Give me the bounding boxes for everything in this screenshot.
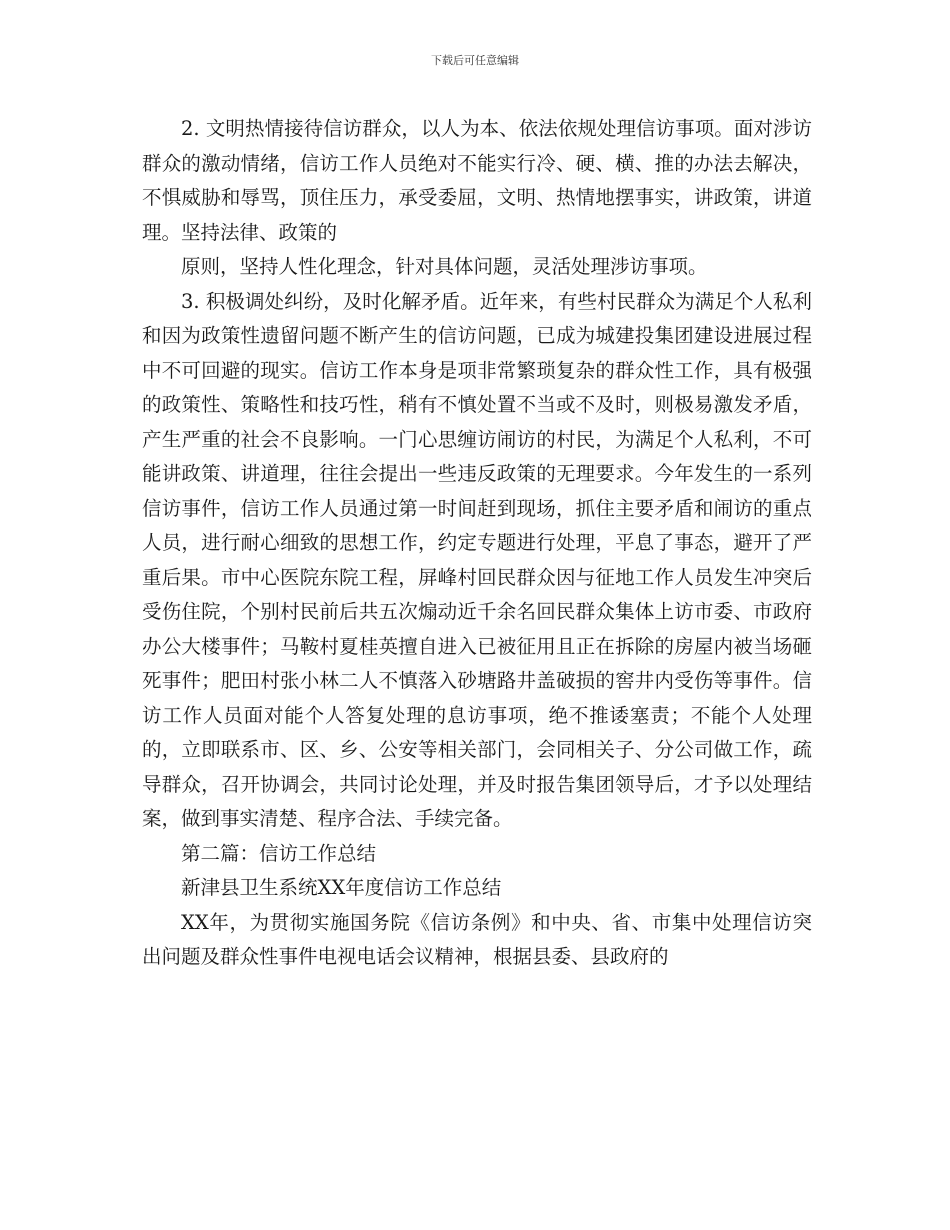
paragraph-civil-reception: 2. 文明热情接待信访群众，以人为本、依法依规处理信访事项。面对涉访群众的激动情绪，信访工作人员绝对不能实行冷、硬、横、推的办法去解决，不惧威胁和辱骂，顶住压力，承受委屈，文明、热情地摆事实，讲政策，讲道理。坚持法律、政策的	[142, 117, 812, 244]
page-header: 下载后可任意编辑	[431, 54, 519, 67]
document-subtitle: 新津县卫生系统XX年度信访工作总结	[181, 876, 502, 899]
paragraph-intro: XX年，为贯彻实施国务院《信访条例》和中央、省、市集中处理信访突出问题及群众性事件电视电话会议精神，根据县委、县政府的	[142, 910, 812, 968]
section-heading-part-two: 第二篇：信访工作总结	[181, 841, 377, 865]
document-body	[142, 112, 812, 975]
paragraph-mediate-disputes: 3. 积极调处纠纷，及时化解矛盾。近年来，有些村民群众为满足个人私利和因为政策性遗留问题不断产生的信访问题，已成为城建投集团建设进展过程中不可回避的现实。信访工作本身是项非常繁琐复杂的群众性工作，具有极强的政策性、策略性和技巧性，稍有不慎处置不当或不及时，则极易激发矛盾，产生严重的社会不良影响。一门心思缠访闹访的村民，为满足个人私利，不可能讲政策、讲道理，往往会提出一些违反政策的无理要求。今年发生的一系列信访事件，信访工作人员通过第一时间赶到现场，抓住主要矛盾和闹访的重点人员，进行耐心细致的思想工作，约定专题进行处理，平息了事态，避开了严重后果。市中心医院东院工程，屏峰村回民群众因与征地工作人员发生冲突后受伤住院，个别村民前后共五次煽动近千余名回民群众集体上访市委、市政府办公大楼事件；马鞍村夏桂英擅自进入已被征用且正在拆除的房屋内被当场砸死事件；肥田村张小林二人不慎落入砂塘路井盖破损的窖井内受伤等事件。信访工作人员面对能个人答复处理的息访事项，绝不推诿塞责；不能个人处理的，立即联系市、区、乡、公安等相关部门，会同相关子、分公司做工作，疏导群众，召开协调会，共同讨论处理，并及时报告集团领导后，才予以处理结案，做到事实清楚、程序合法、手续完备。	[142, 289, 812, 830]
paragraph-principle: 原则，坚持人性化理念，针对具体问题，灵活处理涉访事项。	[181, 255, 708, 278]
